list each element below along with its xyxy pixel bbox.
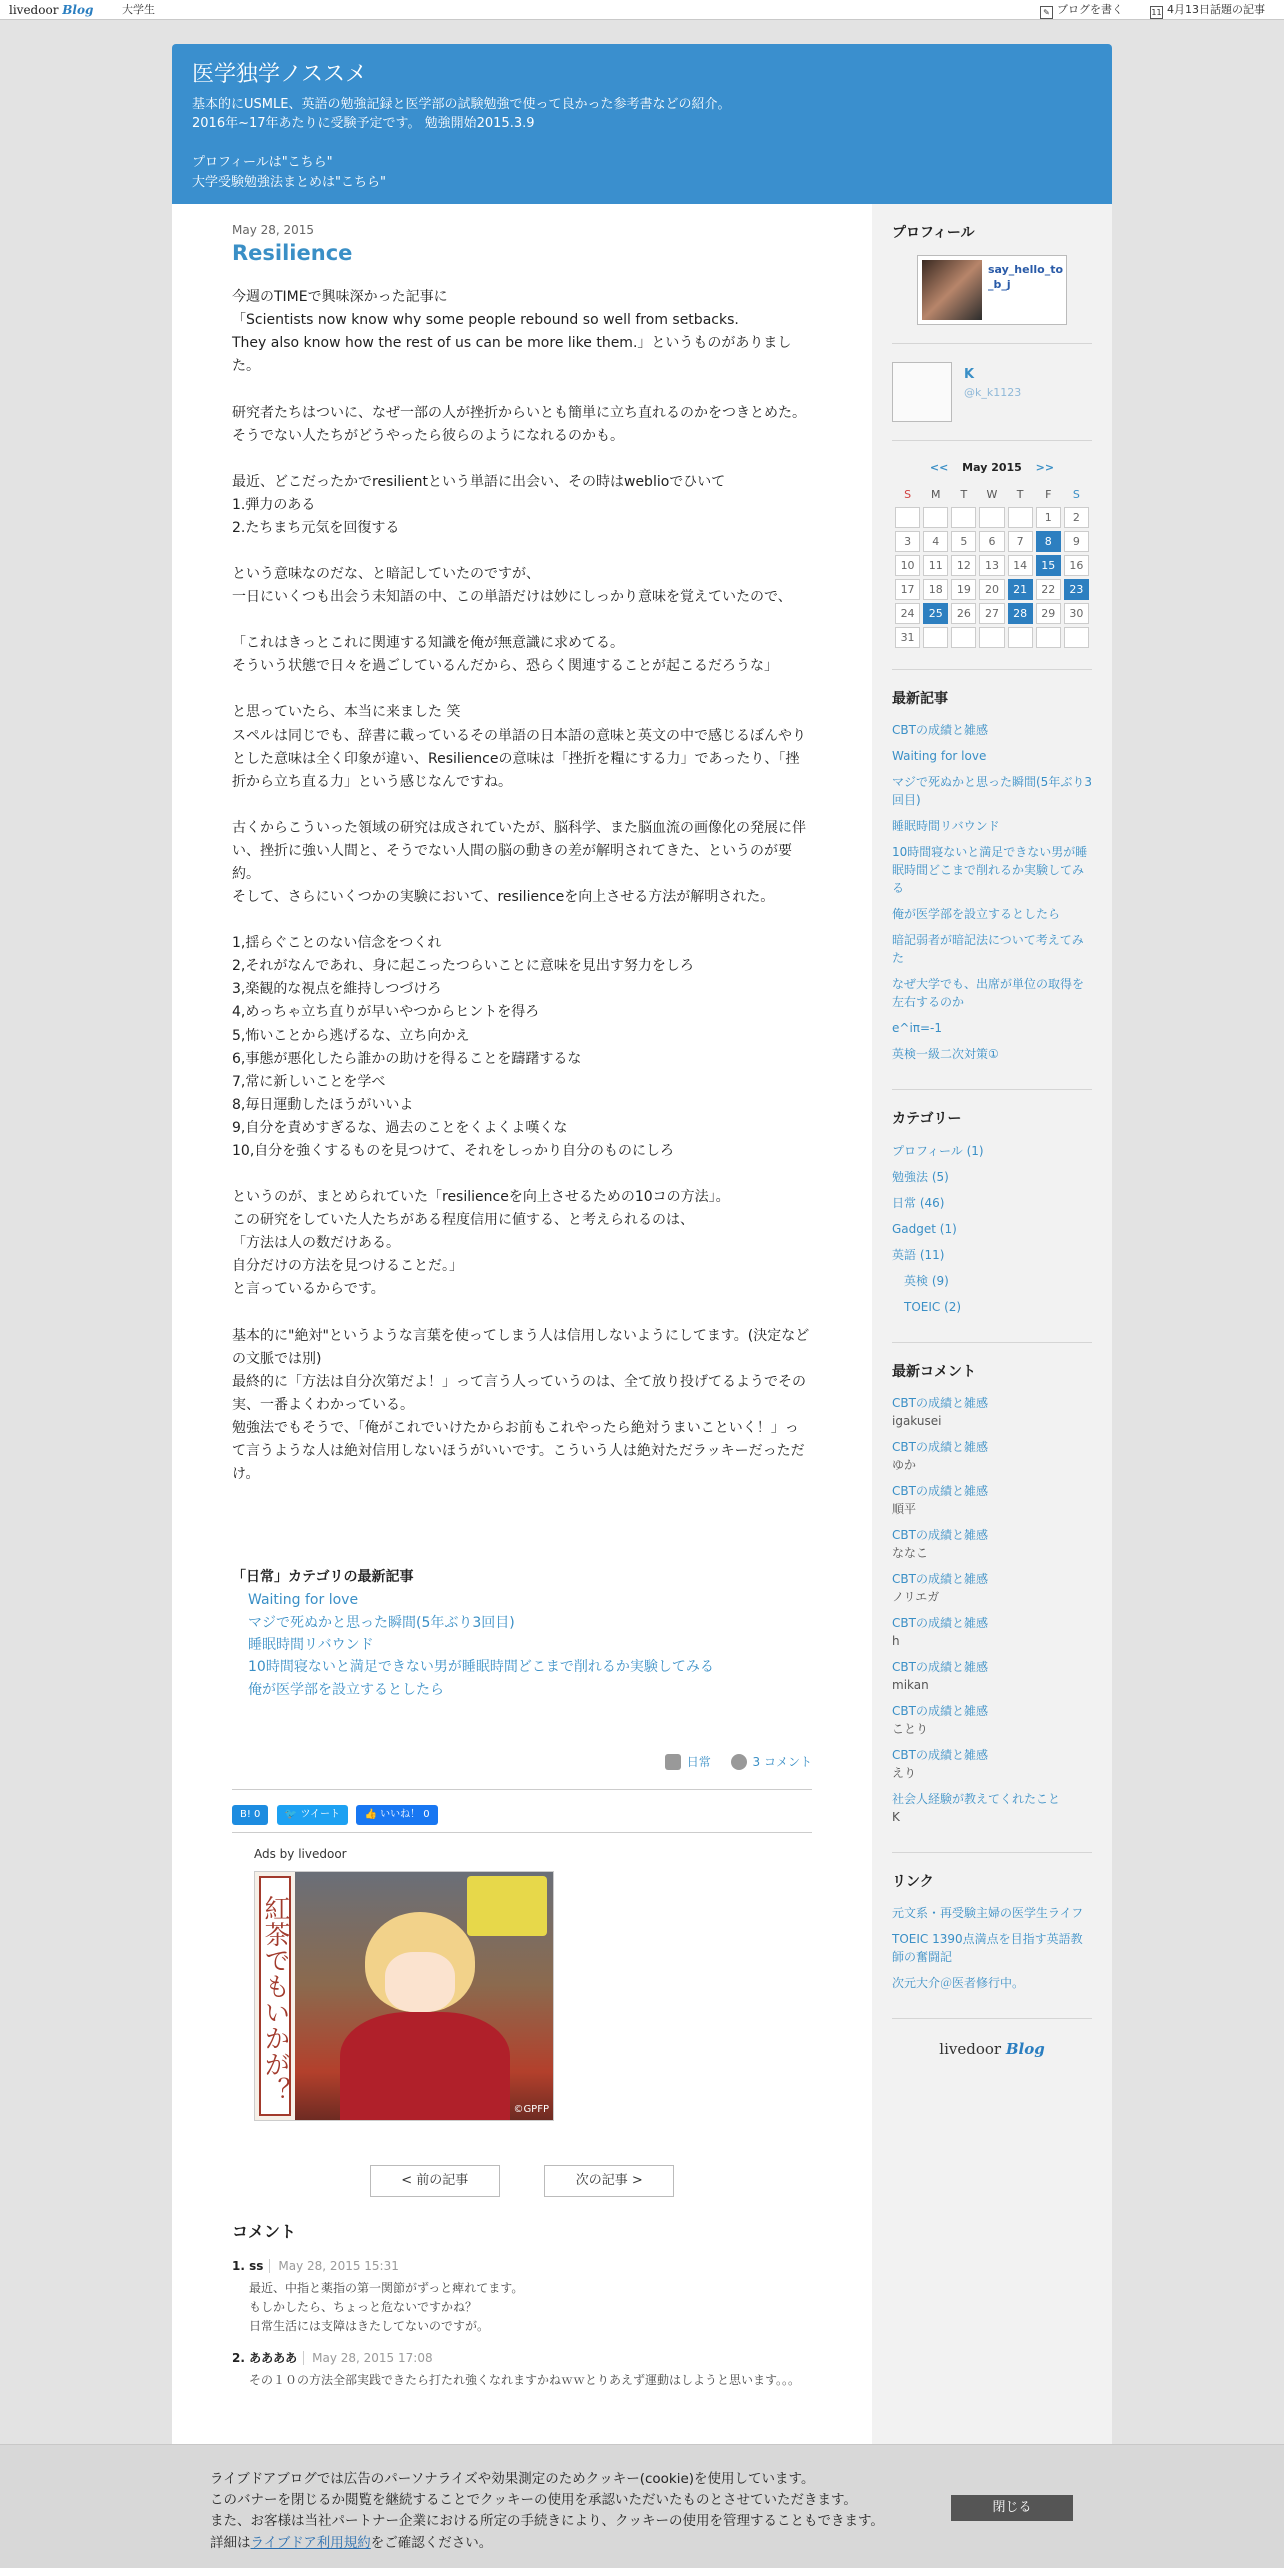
- cookie-text: [210, 2469, 884, 2554]
- author-row: [892, 362, 1092, 422]
- recent-article-link[interactable]: 睡眠時間リバウンド: [892, 819, 1000, 834]
- recent-article-link[interactable]: CBTの成績と雑感: [892, 723, 988, 738]
- paragraph-gap: [232, 678, 812, 701]
- related-link[interactable]: 俺が医学部を設立するとしたら: [248, 1681, 444, 1698]
- ads-label: Ads by livedoor: [254, 1847, 347, 1862]
- article-text-line: 研究者たちはついに、なぜ一部の人が挫折からいとも簡単に立ち直れるのかをつきとめた。: [232, 404, 806, 421]
- article-text-line: 一日にいくつも出会う未知語の中、この単語だけは妙にしっかり意味を覚えていたので、: [232, 589, 792, 606]
- article-text-line: They also know how the rest of us can be more like them.」というものがありました。: [232, 335, 792, 375]
- calendar-day: [1064, 627, 1089, 648]
- calendar-day: 1: [1036, 507, 1061, 528]
- profile-link[interactable]: プロフィールは"こちら": [192, 155, 333, 171]
- category-link[interactable]: 日常 (46): [892, 1195, 945, 1210]
- footer-logo-text: livedoor: [939, 2039, 1002, 2058]
- comment-bubble-icon: [731, 1754, 747, 1770]
- article-text-line: と思っていたら、本当に来ました 笑: [232, 704, 461, 721]
- calendar-day: 17: [895, 579, 920, 600]
- article-text-line: 9,自分を責めすぎるな、過去のことをくよくよ嘆くな: [232, 1119, 568, 1136]
- calendar-day: 18: [923, 579, 948, 600]
- calendar-day: [979, 507, 1004, 528]
- calendar-day: 6: [979, 531, 1004, 552]
- comments-meta[interactable]: [731, 1755, 812, 1769]
- calendar-widget: [892, 459, 1092, 670]
- recent-comment-author: mikan: [892, 1677, 929, 1692]
- cookie-line-prefix: 詳細は: [210, 2534, 251, 2551]
- category-link[interactable]: Gadget (1): [892, 1221, 957, 1236]
- article-meta: [232, 1753, 812, 1783]
- related-link[interactable]: 睡眠時間リバウンド: [248, 1637, 374, 1654]
- article-text-line: そして、さらにいくつかの実験において、resilienceを向上させる方法が解明された。: [232, 889, 775, 906]
- article-text-line: と言っているからです。: [232, 1281, 385, 1298]
- calendar-day-link[interactable]: 28: [1008, 603, 1033, 624]
- hatena-bookmark-button[interactable]: B! 0: [232, 1805, 268, 1825]
- calendar-day-link[interactable]: 21: [1008, 579, 1033, 600]
- article-text-line: 1,揺らぐことのない信念をつくれ: [232, 935, 442, 952]
- article-text-line: 4,めっちゃ立ち直りが早いやつからヒントを得ろ: [232, 1004, 540, 1021]
- blog-header: [172, 44, 1112, 204]
- calendar-day: [923, 627, 948, 648]
- calendar-day: 7: [1008, 531, 1033, 552]
- comment-number: 1.: [232, 2259, 245, 2274]
- article-title[interactable]: Resilience: [232, 240, 353, 265]
- calendar-day: 20: [979, 579, 1004, 600]
- calendar-weekday: S: [904, 488, 912, 502]
- calendar-weekday: S: [1072, 488, 1080, 502]
- recent-comment-post-link[interactable]: CBTの成績と雑感: [892, 1659, 988, 1674]
- article-text-line: 今週のTIMEで興味深かった記事に: [232, 289, 448, 306]
- article-text-line: 「Scientists now know why some people rebound so well from setbacks.: [232, 312, 739, 329]
- related-articles: [232, 1566, 812, 1701]
- write-blog-label: ブログを書く: [1057, 3, 1123, 16]
- article-text-line: 最近、どこだったかでresilientという単語に出会い、その時はweblioでひいて: [232, 473, 726, 490]
- article-date: May 28, 2015: [232, 223, 315, 237]
- calendar-day: 22: [1036, 579, 1061, 600]
- article-text-line: 7,常に新しいことを学べ: [232, 1073, 386, 1090]
- paragraph-gap: [232, 1163, 812, 1186]
- comment-body: [232, 2371, 812, 2390]
- ad-game-logo: [467, 1876, 547, 1936]
- calendar-day-link[interactable]: 23: [1064, 579, 1089, 600]
- cookie-line-suffix: をご確認ください。: [370, 2534, 493, 2551]
- recent-article-link[interactable]: Waiting for love: [892, 749, 987, 764]
- logo-suffix: Blog: [62, 3, 94, 17]
- calendar-icon: 11: [1151, 8, 1162, 17]
- logo-text: livedoor: [9, 3, 59, 17]
- article-text-line: 基本的に"絶対"というような言葉を使ってしまう人は信用しないようにしてます。(決定などの文脈では別): [232, 1327, 810, 1367]
- calendar-day: 29: [1036, 603, 1061, 624]
- cookie-line: また、お客様は当社パートナー企業における所定の手続きにより、クッキーの使用を管理することもできます。: [210, 2513, 884, 2530]
- calendar-day: 26: [951, 603, 976, 624]
- footer-livedoor-logo[interactable]: [892, 2037, 1092, 2062]
- recent-article-link[interactable]: マジで死ぬかと思った瞬間(5年ぶり3回目): [892, 775, 1092, 808]
- main-column: [232, 222, 812, 2404]
- write-blog-button[interactable]: [1040, 0, 1123, 20]
- recent-comment-author: igakusei: [892, 1413, 942, 1428]
- comments-section: [232, 2219, 812, 2390]
- twitter-bird-icon: 🐦: [284, 1809, 301, 1821]
- comment-body: [232, 2279, 812, 2335]
- comment-line: 最近、中指と薬指の第一関節がずっと痺れてます。: [249, 2281, 524, 2296]
- cookie-line: ライブドアブログでは広告のパーソナライズや効果測定のためクッキー(cookie)を使用しています。: [210, 2471, 815, 2487]
- recent-comment-post-link[interactable]: 社会人経験が教えてくれたこと: [892, 1791, 1061, 1806]
- article-text-line: 勉強法でもそうで、「俺がこれでいけたからお前もこれやったら絶対うまいこといく！」って言うような人は絶対信用しないほうがいいです。こういう人は絶対ただラッキーだっただけ。: [232, 1419, 805, 1483]
- recent-article-link[interactable]: 英検一級二次対策①: [892, 1047, 999, 1062]
- calendar-day: [923, 507, 948, 528]
- recent-heading: 最新記事: [892, 691, 948, 708]
- calendar-grid: [892, 483, 1092, 651]
- article-text-line: 10,自分を強くするものを見つけて、それをしっかり自分のものにしろ: [232, 1143, 674, 1159]
- category-link[interactable]: 勉強法 (5): [892, 1169, 949, 1184]
- article-text-line: 「方法は人の数だけある。: [232, 1235, 400, 1252]
- recent-comment-author: えり: [892, 1765, 917, 1780]
- calendar-day: 19: [951, 579, 976, 600]
- ad-character-coat: [340, 2012, 510, 2121]
- recent-comment-post-link[interactable]: CBTの成績と雑感: [892, 1439, 988, 1454]
- recent-comment-author: h: [892, 1633, 900, 1648]
- article-text-line: 3,楽観的な視点を維持しつづけろ: [232, 981, 442, 998]
- next-article-button[interactable]: 次の記事 >: [544, 2165, 674, 2197]
- calendar-day: 14: [1008, 555, 1033, 576]
- external-link[interactable]: TOEIC 1390点満点を目指す英語教師の奮闘記: [892, 1931, 1083, 1964]
- recent-comment-post-link[interactable]: CBTの成績と雑感: [892, 1571, 988, 1586]
- recent-comment-post-link[interactable]: CBTの成績と雑感: [892, 1747, 988, 1762]
- sidebar: [872, 204, 1112, 2568]
- article-text-line: そういう状態で日々を過ごしているんだから、恐らく関連することが起こるだろうな」: [232, 658, 778, 675]
- topbar-category-link[interactable]: 大学生: [122, 3, 155, 16]
- article-text-line: 自分だけの方法を見つけることだ。」: [232, 1258, 463, 1275]
- calendar-day: [951, 627, 976, 648]
- footer-logo-suffix: Blog: [1005, 2039, 1045, 2058]
- calendar-day-link[interactable]: 25: [923, 603, 948, 624]
- related-link[interactable]: マジで死ぬかと思った瞬間(5年ぶり3回目): [248, 1614, 515, 1631]
- topic-articles-button[interactable]: [1150, 0, 1265, 20]
- calendar-day-link[interactable]: 8: [1036, 531, 1061, 552]
- author-name[interactable]: K: [964, 367, 975, 383]
- cookie-banner: [0, 2444, 1284, 2568]
- terms-link[interactable]: ライブドア利用規約: [250, 2534, 371, 2551]
- comment-time: May 28, 2015 17:08: [303, 2351, 432, 2365]
- calendar-day: [979, 627, 1004, 648]
- calendar-day: 24: [895, 603, 920, 624]
- article-text-line: スペルは同じでも、辞書に載っているその単語の日本語の意味と英文の中で感じるぼんやりとした意味は全く印象が違い、Resilienceの意味は「挫折を糧にする力」であったり、「挫折から立ち直る力」という感じなんですね。: [232, 727, 806, 790]
- comment-item: [232, 2349, 812, 2390]
- article-text-line: 6,事態が悪化したら誰かの助けを得ることを躊躇するな: [232, 1050, 582, 1067]
- category-link[interactable]: 英検 (9): [904, 1273, 949, 1288]
- recent-comment-author: K: [892, 1809, 900, 1824]
- comment-header: [232, 2349, 812, 2367]
- calendar-day: [1008, 507, 1033, 528]
- calendar-day: 2: [1064, 507, 1089, 528]
- recent-comment-post-link[interactable]: CBTの成績と雑感: [892, 1527, 988, 1542]
- recent-comments-heading: 最新コメント: [892, 1363, 976, 1380]
- calendar-day-link[interactable]: 15: [1036, 555, 1061, 576]
- related-link[interactable]: 10時間寝ないと満足できない男が睡眠時間どこまで削れるか実験してみる: [248, 1659, 714, 1676]
- comment-line: その１０の方法全部実践できたら打たれ強くなれますかねｗｗとりあえず運動はしようと思います。。。: [249, 2373, 801, 2388]
- article-text-line: 2,それがなんであれ、身に起こったつらいことに意味を見出す努力をしろ: [232, 958, 694, 975]
- category-meta-label: 日常: [686, 1755, 711, 1770]
- comments-meta-label: 3 コメント: [752, 1755, 812, 1770]
- external-link[interactable]: 次元大介＠医者修行中。: [892, 1975, 1025, 1990]
- related-heading: 「日常」カテゴリの最新記事: [232, 1569, 414, 1586]
- calendar-day: 5: [951, 531, 976, 552]
- recent-article-link[interactable]: 10時間寝ないと満足できない男が睡眠時間どこまで削れるか実験してみる: [892, 845, 1088, 896]
- paragraph-gap: [232, 379, 812, 402]
- paragraph-gap: [232, 448, 812, 471]
- calendar-day: [895, 507, 920, 528]
- profile-avatar: [922, 260, 982, 320]
- external-link[interactable]: 元文系・再受験主婦の医学生ライフ: [892, 1905, 1084, 1920]
- calendar-day: 30: [1064, 603, 1089, 624]
- article-body: [232, 286, 812, 1486]
- recent-comment-post-link[interactable]: CBTの成績と雑感: [892, 1483, 988, 1498]
- ad-character-face: [385, 1952, 455, 2012]
- recent-comment-author: 順平: [892, 1501, 917, 1516]
- facebook-like-button[interactable]: [356, 1805, 437, 1825]
- recent-comment-author: ゆか: [892, 1457, 917, 1472]
- livedoor-blog-logo[interactable]: [9, 0, 93, 20]
- calendar-day: [1036, 627, 1061, 648]
- article-text-line: 2.たちまち元気を回復する: [232, 519, 400, 536]
- ad-vertical-text: 紅茶でもいかが？: [259, 1876, 291, 2116]
- article-pager: [232, 2165, 812, 2199]
- recent-comment-author: ことり: [892, 1721, 929, 1736]
- calendar-week-row: [895, 555, 1089, 576]
- calendar-day: 12: [951, 555, 976, 576]
- calendar-month: May 2015: [962, 461, 1022, 475]
- recent-comments-widget: [892, 1361, 1092, 1853]
- calendar-prev-button[interactable]: <<: [929, 461, 949, 475]
- links-heading: リンク: [892, 1873, 934, 1890]
- categories-widget: [892, 1108, 1092, 1342]
- top-bar: [0, 0, 1284, 20]
- category-link[interactable]: TOEIC (2): [904, 1299, 962, 1314]
- cookie-line: このバナーを閉じるか閲覧を継続することでクッキーの使用を承認いただいたものとさせていただきます。: [210, 2492, 857, 2509]
- recent-articles-widget: [892, 688, 1092, 1090]
- calendar-weekday: F: [1045, 488, 1052, 502]
- recent-article-link[interactable]: 暗記弱者が暗記法について考えてみた: [892, 933, 1084, 966]
- comment-author: ああああ: [249, 2351, 298, 2366]
- tweet-label: ツイート: [300, 1809, 341, 1821]
- cookie-line: [210, 2533, 884, 2554]
- category-link[interactable]: 英語 (11): [892, 1247, 945, 1262]
- like-label: いいね！ 0: [380, 1809, 430, 1821]
- profile-widget: [892, 222, 1092, 344]
- article-text-line: 5,怖いことから逃げるな、立ち向かえ: [232, 1027, 470, 1044]
- comment-number: 2.: [232, 2351, 245, 2366]
- comments-heading: コメント: [232, 2222, 297, 2242]
- comment-line: もしかしたら、ちょっと危ないですかね？: [249, 2300, 478, 2315]
- comment-item: [232, 2257, 812, 2335]
- calendar-day: 10: [895, 555, 920, 576]
- blog-description: [192, 95, 1092, 193]
- article-text-line: 8,毎日運動したほうがいいよ: [232, 1096, 414, 1113]
- profile-name[interactable]: say_hello_to_b_j: [988, 263, 1064, 292]
- blog-title[interactable]: 医学独学ノススメ: [192, 62, 368, 87]
- recent-article-link[interactable]: なぜ大学でも、出席が単位の取得を左右するのか: [892, 977, 1085, 1010]
- article-text-line: この研究をしていた人たちがある程度信用に値する、と考えられるのは、: [232, 1212, 694, 1229]
- category-link[interactable]: プロフィール (1): [892, 1143, 984, 1158]
- author-id[interactable]: @k_k1123: [964, 386, 1022, 400]
- cookie-close-button[interactable]: 閉じる: [951, 2495, 1073, 2521]
- calendar-day: [1008, 627, 1033, 648]
- related-link[interactable]: Waiting for love: [248, 1592, 359, 1609]
- calendar-week-row: [895, 603, 1089, 624]
- topic-articles-label: 4月13日話題の記事: [1167, 3, 1265, 16]
- calendar-next-button[interactable]: >>: [1035, 461, 1055, 475]
- prev-article-button[interactable]: < 前の記事: [370, 2165, 500, 2197]
- calendar-weekday: T: [960, 488, 968, 502]
- description-line: 2016年~17年あたりに受験予定です。 勉強開始2015.3.9: [192, 116, 535, 132]
- article-text-line: 「これはきっとこれに関連する知識を俺が無意識に求めてる。: [232, 635, 624, 652]
- category-meta[interactable]: [665, 1755, 711, 1769]
- calendar-header: [892, 459, 1092, 477]
- calendar-day: 16: [1064, 555, 1089, 576]
- paragraph-gap: [232, 540, 812, 563]
- author-widget: [892, 362, 1092, 441]
- calendar-day: 27: [979, 603, 1004, 624]
- recent-comment-author: ノリエガ: [892, 1589, 940, 1604]
- calendar-day: 13: [979, 555, 1004, 576]
- article-text-line: 最終的に「方法は自分次第だよ！」って言う人っていうのは、全て放り投げてるようでその実、一番よくわかっている。: [232, 1373, 806, 1413]
- pencil-icon: ✎: [1040, 6, 1053, 19]
- calendar-weekday: T: [1016, 488, 1024, 502]
- folder-icon: [665, 1754, 681, 1770]
- profile-heading: プロフィール: [892, 225, 975, 241]
- recent-article-link[interactable]: e^iπ=-1: [892, 1021, 943, 1036]
- tweet-button[interactable]: [277, 1805, 348, 1825]
- category-heading: カテゴリー: [892, 1111, 962, 1128]
- ad-copyright: ©GPFP: [513, 2103, 549, 2115]
- comment-time: May 28, 2015 15:31: [269, 2259, 398, 2273]
- calendar-week-row: [895, 507, 1089, 528]
- calendar-day: 31: [895, 627, 920, 648]
- calendar-weekday: M: [930, 488, 941, 502]
- recent-comment-post-link[interactable]: CBTの成績と雑感: [892, 1703, 988, 1718]
- calendar-weekday: W: [986, 488, 998, 502]
- calendar-day: 3: [895, 531, 920, 552]
- calendar-day: 4: [923, 531, 948, 552]
- recent-comment-post-link[interactable]: CBTの成績と雑感: [892, 1395, 988, 1410]
- author-avatar[interactable]: [892, 362, 952, 422]
- thumbs-up-icon: 👍: [364, 1809, 381, 1821]
- calendar-day: 11: [923, 555, 948, 576]
- calendar-weekday-row: [895, 486, 1089, 504]
- description-line: 基本的にUSMLE、英語の勉強記録と医学部の試験勉強で使って良かった参考書などの紹介。: [192, 96, 731, 112]
- calendar-week-row: [895, 531, 1089, 552]
- paragraph-gap: [232, 794, 812, 817]
- ad-banner[interactable]: [254, 1871, 554, 2121]
- ad-section: [232, 1833, 812, 2121]
- profile-card[interactable]: [917, 255, 1067, 325]
- share-buttons: [232, 1790, 812, 1830]
- calendar-week-row: [895, 579, 1089, 600]
- calendar-week-row: [895, 627, 1089, 648]
- paragraph-gap: [232, 909, 812, 932]
- recent-article-link[interactable]: 俺が医学部を設立するとしたら: [892, 907, 1061, 922]
- paragraph-gap: [232, 609, 812, 632]
- article-text-line: というのが、まとめられていた「resilienceを向上させるための10コの方法」。: [232, 1189, 730, 1206]
- comment-author: ss: [249, 2259, 264, 2274]
- comment-header: [232, 2257, 812, 2275]
- content-wrapper: [172, 204, 1112, 2568]
- article-text-line: そうでない人たちがどうやったら彼らのようになれるのかも。: [232, 427, 624, 444]
- paragraph-gap: [232, 1302, 812, 1325]
- recent-comment-author: ななこ: [892, 1545, 929, 1560]
- links-widget: [892, 1871, 1092, 2019]
- article-text-line: 1.弾力のある: [232, 496, 316, 513]
- article-text-line: 古くからこういった領域の研究は成されていたが、脳科学、また脳血流の画像化の発展に伴い、挫折に強い人間と、そうでない人間の脳の動きの差が解明されてきた、というのが要約。: [232, 819, 806, 882]
- article-text-line: という意味なのだな、と暗記していたのですが、: [232, 566, 540, 583]
- recent-comment-post-link[interactable]: CBTの成績と雑感: [892, 1615, 988, 1630]
- comment-line: 日常生活には支障はきたしてないのですが。: [249, 2318, 490, 2333]
- study-method-link[interactable]: 大学受験勉強法まとめは"こちら": [192, 174, 386, 190]
- calendar-day: 9: [1064, 531, 1089, 552]
- calendar-day: [951, 507, 976, 528]
